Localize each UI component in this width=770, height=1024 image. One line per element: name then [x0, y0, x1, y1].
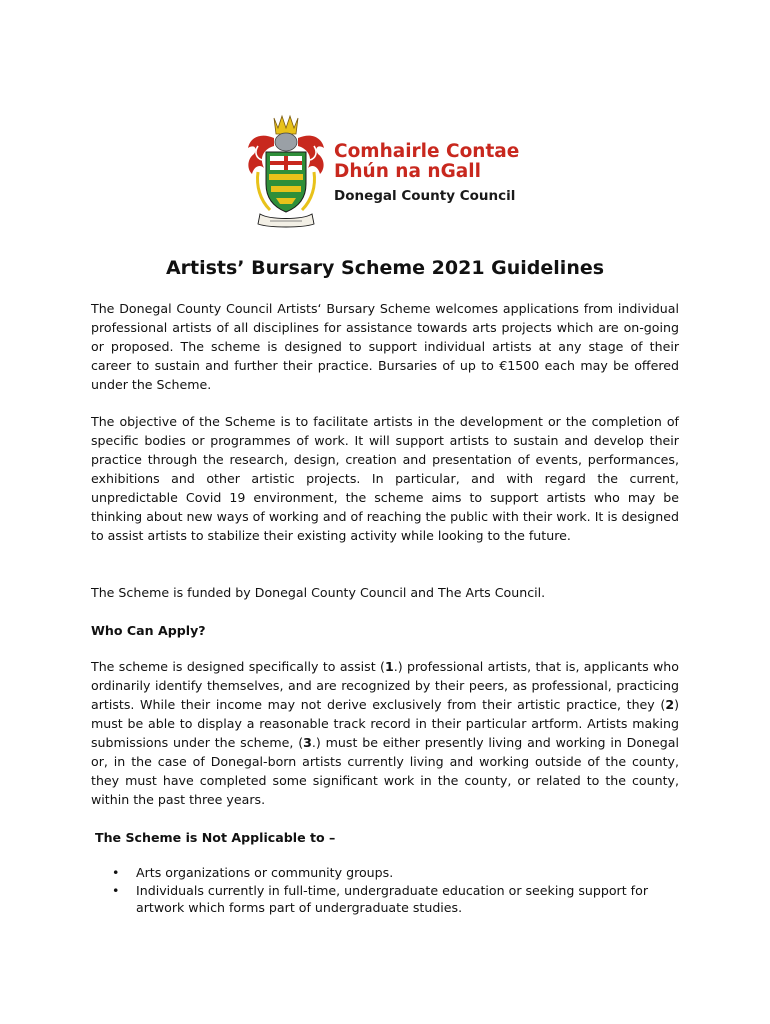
logo-irish-line-1: Comhairle Contae: [334, 141, 520, 162]
bullet-icon: •: [112, 865, 120, 880]
eligibility-number-1: 1: [384, 659, 394, 674]
logo-text: [334, 142, 519, 206]
document-title: Artists’ Bursary Scheme 2021 Guidelines: [165, 257, 605, 279]
eligibility-number-2: 2: [665, 697, 675, 712]
coat-of-arms-icon: [240, 112, 332, 230]
eligibility-text-2: .) professional artists, that is, applicants who ordinarily identify themselves, and are recognized by their peers, as professional, practicing artists. While their income may not derive exclusively from their artistic practice, they (: [91, 659, 679, 712]
objective-paragraph: The objective of the Scheme is to facilitate artists in the development or the completion of specific bodies or programmes of work. It will support artists to sustain and develop their practice through the research, design, creation and presentation of events, performances, exhibitions and other artistic projects. In particular, and with regard the current, unpredictable Covid 19 environment, the scheme aims to support artists who may be thinking about new ways of working and of reaching the public with their work. It is designed to assist artists to stabilize their existing activity while looking to the future.: [91, 414, 679, 543]
list-item-text: Individuals currently in full-time, undergraduate education or seeking support for artwork which forms part of undergraduate studies.: [136, 882, 648, 915]
bullet-icon: •: [112, 882, 120, 898]
eligibility-paragraph: [91, 657, 679, 809]
logo-irish-line-2: Dhún na nGall: [334, 161, 481, 182]
eligibility-text-1: The scheme is designed specifically to assist (: [91, 659, 385, 674]
list-item: [112, 882, 684, 917]
list-item: [112, 864, 684, 882]
list-item-text: Arts organizations or community groups.: [136, 865, 394, 880]
not-applicable-heading: The Scheme is Not Applicable to –: [95, 830, 336, 845]
eligibility-text-3: ) must be able to display a reasonable track record in their particular artform. Artists making submissions under the scheme, (: [91, 697, 679, 750]
funding-paragraph: The Scheme is funded by Donegal County Council and The Arts Council.: [91, 585, 546, 600]
eligibility-number-3: 3: [303, 735, 312, 750]
who-can-apply-heading: Who Can Apply?: [91, 623, 206, 638]
intro-paragraph: The Donegal County Council Artists‘ Bursary Scheme welcomes applications from individual professional artists of all disciplines for assistance towards arts projects which are on-going or proposed. The scheme is designed to support individual artists at any stage of their career to sustain and further their practice. Bursaries of up to €1500 each may be offered under the Scheme.: [91, 301, 679, 392]
logo-english-line: Donegal County Council: [334, 188, 516, 204]
not-applicable-list: [112, 864, 684, 917]
council-logo: [240, 110, 536, 232]
eligibility-text-4: .) must be either presently living and working in Donegal or, in the case of Donegal-born artists currently living and working outside of the county, they must have completed some significant work in the county, or related to the county, within the past three years.: [91, 735, 680, 807]
